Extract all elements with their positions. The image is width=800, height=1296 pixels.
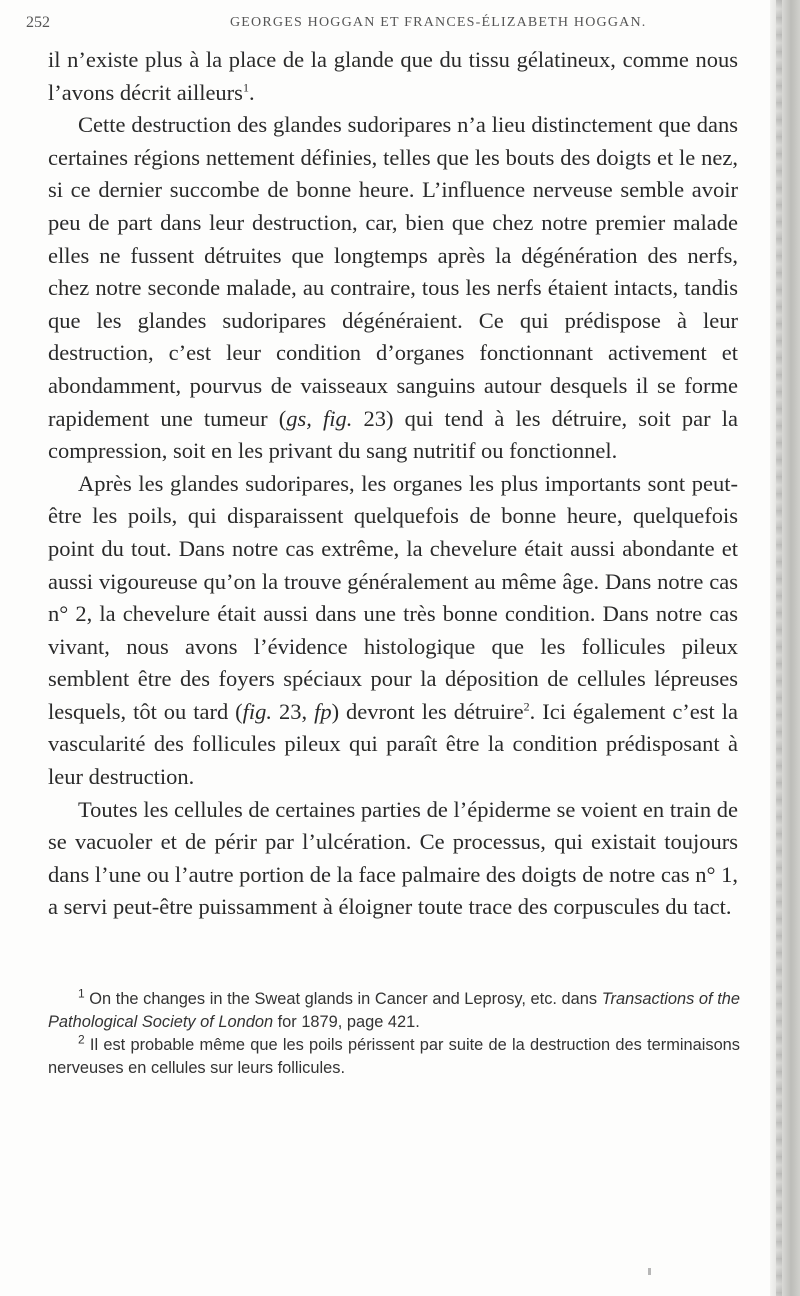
- p3-figure-label: fp: [314, 698, 332, 724]
- footnote-1-text: On the changes in the Sweat glands in Cancer and Leprosy, etc. dans: [84, 990, 602, 1008]
- p3-mid: 23,: [272, 698, 315, 724]
- page-number: 252: [26, 14, 50, 31]
- paragraph-4: Toutes les cellules de certaines parties de l’épiderme se voient en train de se vacuoler et de périr par l’ulcération. Ce processus, qui existait toujours dans l’une ou l’autre portion de la face palmaire des doigts de notre cas n° 1, a servi peut-être puissamment à éloigner toute trace des corpuscules du tact.: [48, 796, 739, 920]
- paragraph-2: [48, 109, 738, 468]
- footnote-mark-1: 1: [78, 986, 85, 1001]
- paragraph-3: [48, 468, 738, 794]
- footnote-2: [48, 1034, 740, 1080]
- paper-speck: [648, 1268, 651, 1275]
- footnote-1: [48, 988, 740, 1034]
- p2-figure-ref: gs, fig.: [286, 405, 353, 431]
- footnote-mark-2: 2: [78, 1032, 85, 1047]
- footnote-ref-2: 2: [523, 699, 530, 714]
- paragraph-1: [48, 44, 738, 109]
- page-edge-shadow: [770, 0, 800, 1296]
- p3-figure-ref: fig.: [242, 698, 273, 724]
- p3-cont: ) devront les détruire: [331, 698, 524, 724]
- p2-end: 23) qui tend à les détruire, soit par la compression, soit en les privant du sang nutritif ou fonctionnel.: [48, 405, 739, 464]
- p3-text: Après les glandes sudoripares, les organes les plus importants sont peut-être les poils, qui disparaissent quelquefois de bonne heure, quelquefois point du tout. Dans notre cas extrême, la chevelure était aussi abondante et aussi vigoureuse qu’on la trouve généralement au même âge. Dans notre cas n° 2, la chevelure était aussi dans une très bonne condition. Dans notre cas vivant, nous avons l’évidence histologique que les follicules pileux semblent être des foyers spéciaux pour la déposition de cellules lépreuses lesquels, tôt ou tard (: [48, 470, 738, 724]
- footnote-1-end: for 1879, page 421.: [273, 1013, 420, 1031]
- running-title: GEORGES HOGGAN ET FRANCES-ÉLIZABETH HOGGAN.: [230, 15, 647, 30]
- running-head: [26, 14, 746, 36]
- p3-end: . Ici également c’est la vascularité des follicules pileux qui paraît être la condition prédisposant à leur destruction.: [48, 698, 738, 790]
- footnote-ref-1: 1: [242, 80, 249, 95]
- p1-end: .: [248, 79, 255, 105]
- footnote-2-text: Il est probable même que les poils périssent par suite de la destruction des terminaisons nerveuses en cellules sur leurs follicules.: [48, 1036, 740, 1077]
- footnotes: [48, 988, 740, 1080]
- body-text: [48, 44, 738, 924]
- p2-text: Cette destruction des glandes sudoripares n’a lieu distinctement que dans certaines régions nettement définies, telles que les bouts des doigts et le nez, si ce dernier succombe de bonne heure. L’influence nerveuse semble avoir peu de part dans leur destruction, car, bien que chez notre premier malade elles ne fussent détruites que longtemps après la dégénération des nerfs, chez notre seconde malade, au contraire, tous les nerfs étaient intacts, tandis que les glandes sudoripares dégénéraient. Ce qui prédispose à leur destruction, c’est leur condition d’organes fonctionnant activement et abondamment, pourvus de vaisseaux sanguins autour desquels il se forme rapidement une tumeur (: [48, 112, 738, 431]
- footnote-1-journal: Transactions of the Pathological Society of London: [48, 990, 740, 1031]
- p1-text: il n’existe plus à la place de la glande que du tissu gélatineux, comme nous l’avons décrit ailleurs: [48, 47, 738, 105]
